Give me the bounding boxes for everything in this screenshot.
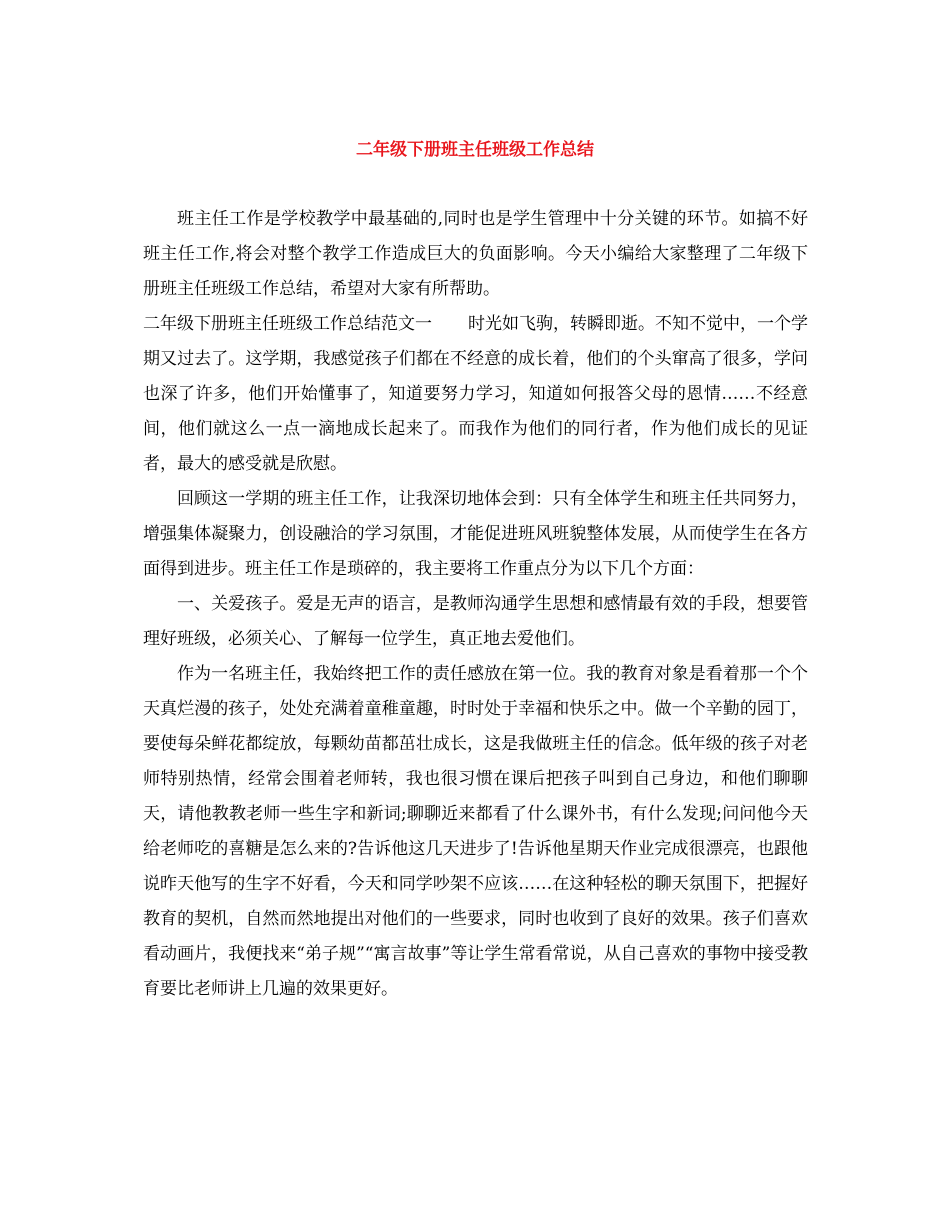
document-title: 二年级下册班主任班级工作总结 bbox=[356, 140, 594, 160]
document-body bbox=[143, 202, 808, 1007]
review-paragraph: 回顾这一学期的班主任工作，让我深切地体会到：只有全体学生和班主任共同努力，增强集体凝聚力，创设融洽的学习氛围，才能促进班风班貌整体发展，从而使学生在各方面得到进步。班主任工作是琐碎的，我主要将工作重点分为以下几个方面： bbox=[143, 489, 808, 579]
love-paragraph: 一、关爱孩子。爱是无声的语言，是教师沟通学生思想和感情最有效的手段，想要管理好班级，必须关心、了解每一位学生，真正地去爱他们。 bbox=[143, 594, 808, 649]
section-paragraph bbox=[143, 307, 808, 482]
section-first-paragraph: 时光如飞驹，转瞬即逝。不知不觉中，一个学期又过去了。这学期，我感觉孩子们都在不经意的成长着，他们的个头窜高了很多，学问也深了许多，他们开始懂事了，知道要努力学习，知道如何报答父母的恩情……不经意间，他们就这么一点一滴地成长起来了。而我作为他们的同行者，作为他们成长的见证者，最大的感受就是欣慰。 bbox=[143, 314, 808, 474]
section-heading: 二年级下册班主任班级工作总结范文一 bbox=[143, 314, 432, 334]
intro-paragraph: 班主任工作是学校教学中最基础的,同时也是学生管理中十分关键的环节。如搞不好班主任工作,将会对整个教学工作造成巨大的负面影响。今天小编给大家整理了二年级下册班主任班级工作总结，希望对大家有所帮助。 bbox=[143, 209, 808, 299]
responsibility-paragraph: 作为一名班主任，我始终把工作的责任感放在第一位。我的教育对象是看着那一个个天真烂漫的孩子，处处充满着童稚童趣，时时处于幸福和快乐之中。做一个辛勤的园丁，要使每朵鲜花都绽放，每颗幼苗都茁壮成长，这是我做班主任的信念。低年级的孩子对老师特别热情，经常会围着老师转，我也很习惯在课后把孩子叫到自己身边，和他们聊聊天，请他教教老师一些生字和新词;聊聊近来都看了什么课外书，有什么发现;问问他今天给老师吃的喜糖是怎么来的?告诉他这几天进步了!告诉他星期天作业完成很漂亮，也跟他说昨天他写的生字不好看，今天和同学吵架不应该……在这种轻松的聊天氛围下，把握好教育的契机，自然而然地提出对他们的一些要求，同时也收到了良好的效果。孩子们喜欢看动画片，我便找来“弟子规”“寓言故事”等让学生常看常说，从自己喜欢的事物中接受教育要比老师讲上几遍的效果更好。 bbox=[143, 664, 808, 999]
